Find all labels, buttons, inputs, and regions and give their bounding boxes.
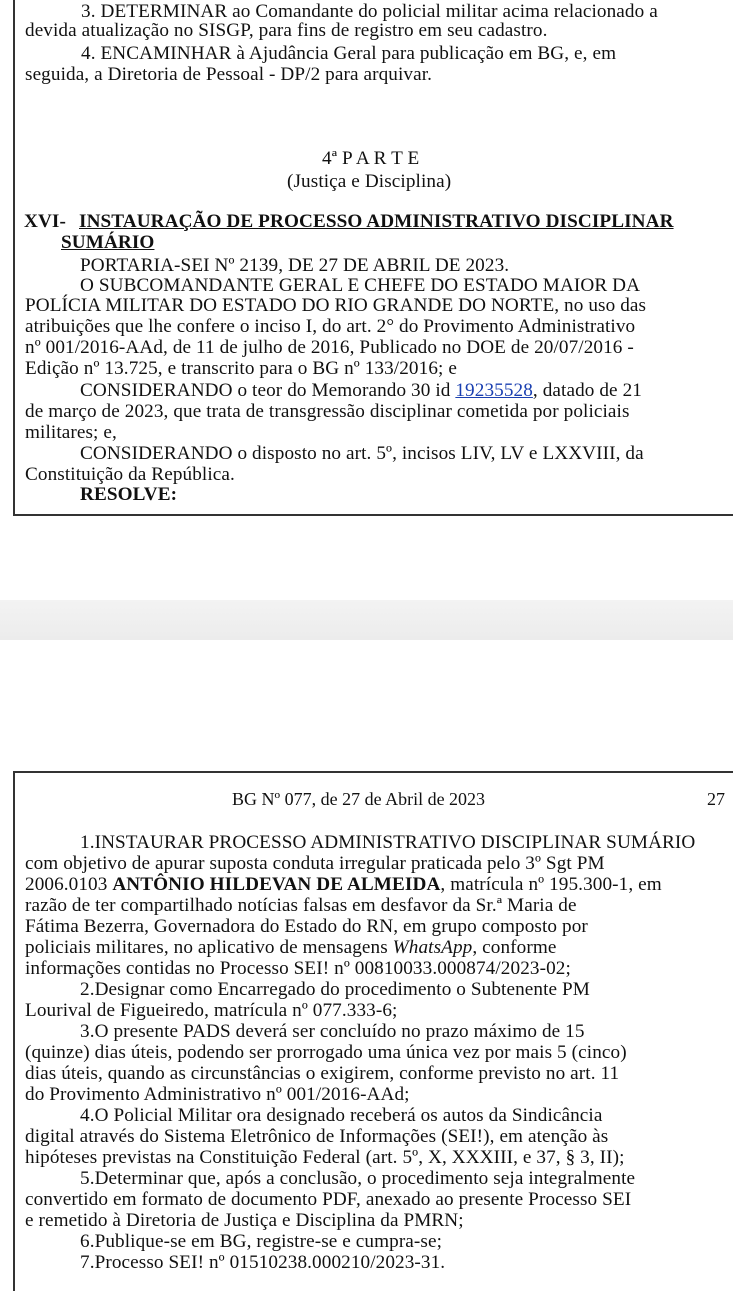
text-line: 7.Processo SEI! nº 01510238.000210/2023-31. [80, 1252, 446, 1273]
text-line: 5.Determinar que, após a conclusão, o procedimento seja integralmente [80, 1168, 636, 1189]
text-line: 4.O Policial Militar ora designado receberá os autos da Sindicância [80, 1105, 603, 1126]
text-line [25, 938, 556, 958]
text-line [25, 875, 662, 895]
document-page-bottom [13, 771, 733, 1291]
text-line: 3. DETERMINAR ao Comandante do policial militar acima relacionado a [81, 1, 658, 22]
text-line: e remetido à Diretoria de Justiça e Disciplina da PMRN; [25, 1210, 464, 1231]
text-span: policiais militares, no aplicativo de mensagens [25, 937, 393, 958]
resolve-label: RESOLVE: [80, 484, 178, 505]
text-line: digital através do Sistema Eletrônico de Informações (SEI!), em atenção às [25, 1126, 609, 1147]
considerando-line [80, 381, 642, 401]
text-line: Edição nº 13.725, e transcrito para o BG nº 133/2016; e [25, 358, 457, 379]
heading-title-cont: SUMÁRIO [61, 232, 155, 253]
text-line: (quinze) dias úteis, podendo ser prorrogado uma única vez por mais 5 (cinco) [25, 1042, 627, 1063]
text-line: 4. ENCAMINHAR à Ajudância Geral para publicação em BG, e, em [81, 43, 617, 64]
text-line: convertido em formato de documento PDF, anexado ao presente Processo SEI [25, 1189, 632, 1210]
portaria-line: PORTARIA-SEI Nº 2139, DE 27 DE ABRIL DE 2023. [80, 255, 510, 276]
text-line: informações contidas no Processo SEI! nº 00810033.000874/2023-02; [25, 958, 571, 979]
text-line: Fátima Bezerra, Governadora do Estado do RN, em grupo composto por [25, 916, 588, 937]
text-line: com objetivo de apurar suposta conduta irregular praticada pelo 3º Sgt PM [25, 853, 605, 874]
text-line: Lourival de Figueiredo, matrícula nº 077.333-6; [25, 1000, 398, 1021]
text-line: 6.Publique-se em BG, registre-se e cumpra-se; [80, 1231, 443, 1252]
text-line: do Provimento Administrativo nº 001/2016-AAd; [25, 1084, 410, 1105]
text-line: de março de 2023, que trata de transgressão disciplinar cometida por policiais [25, 401, 630, 422]
text-line: dias úteis, quando as circunstâncias o exigirem, conforme previsto no art. 11 [25, 1063, 620, 1084]
officer-name: ANTÔNIO HILDEVAN DE ALMEIDA [112, 874, 441, 895]
considerando-text: CONSIDERANDO o teor do Memorando 30 id [80, 380, 456, 401]
page-header: BG Nº 077, de 27 de Abril de 2023 [232, 789, 486, 809]
section-title: 4ª P A R T E [322, 148, 420, 169]
text-line: 2.Designar como Encarregado do procedimento o Subtenente PM [80, 979, 590, 1000]
text-line: devida atualização no SISGP, para fins de registro em seu cadastro. [25, 20, 548, 41]
text-line: CONSIDERANDO o disposto no art. 5º, incisos LIV, LV e LXXVIII, da [80, 443, 644, 464]
text-line: seguida, a Diretoria de Pessoal - DP/2 para arquivar. [25, 64, 433, 85]
text-line: atribuições que lhe confere o inciso I, do art. 2° do Provimento Administrativo [25, 316, 636, 337]
text-line: 1.INSTAURAR PROCESSO ADMINISTRATIVO DISCIPLINAR SUMÁRIO [80, 832, 696, 853]
memorando-id-link[interactable]: 19235528 [455, 380, 533, 401]
page-number: 27 [707, 789, 725, 809]
section-subtitle: (Justiça e Disciplina) [287, 171, 452, 192]
text-line: nº 001/2016-AAd, de 11 de julho de 2016, Publicado no DOE de 20/07/2016 - [25, 337, 634, 358]
text-span: , matrícula nº 195.300-1, em [440, 874, 662, 895]
text-line: O SUBCOMANDANTE GERAL E CHEFE DO ESTADO MAIOR DA [80, 275, 641, 296]
heading-number: XVI- [24, 211, 66, 232]
text-line: POLÍCIA MILITAR DO ESTADO DO RIO GRANDE DO NORTE, no uso das [25, 295, 647, 316]
text-line: razão de ter compartilhado notícias falsas em desfavor da Sr.ª Maria de [25, 895, 577, 916]
considerando-text: , datado de 21 [532, 380, 642, 401]
text-line: 3.O presente PADS deverá ser concluído no prazo máximo de 15 [80, 1021, 585, 1042]
text-line: Constituição da República. [25, 464, 235, 485]
text-span: , conforme [472, 937, 557, 958]
text-span: 2006.0103 [25, 874, 113, 895]
text-line: hipóteses previstas na Constituição Federal (art. 5º, X, XXXIII, e 37, § 3, II); [25, 1147, 625, 1168]
text-line: militares; e, [25, 422, 117, 443]
app-name: WhatsApp [392, 937, 473, 958]
document-page-top [13, 0, 733, 516]
page-separator [0, 600, 733, 640]
heading-title: INSTAURAÇÃO DE PROCESSO ADMINISTRATIVO DISCIPLINAR [79, 211, 674, 232]
